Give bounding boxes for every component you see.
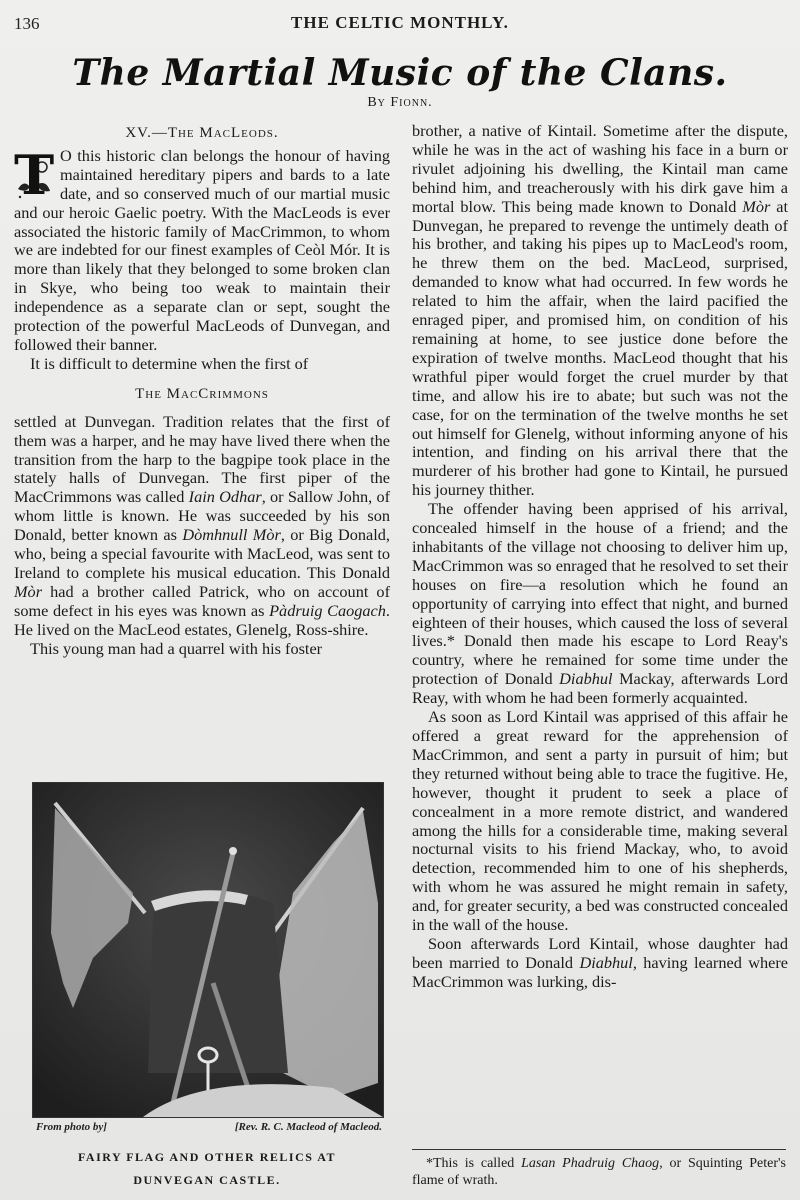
footnote-divider bbox=[412, 1149, 786, 1150]
article-title: The Martial Music of the Clans. bbox=[72, 52, 728, 94]
photo-credit-left: From photo by] bbox=[36, 1121, 107, 1133]
paragraph: Soon afterwards Lord Kintail, whose daughter had been married to Donald Diabhul, having learned where MacCrimmon was lurking, dis- bbox=[412, 933, 789, 991]
paragraph: T O this historic clan belongs the honour of having maintained hereditary pipers and bards to a late date, and so conserved much of our martial music and our heroic Gaelic poetry. With the MacLeods is ever associated the historic family of MacCrimmon, to whom we are indebted for our finest examples of Ceòl Mór. It is more than likely that they belonged to some broken clan in Skye, who being too weak to maintain their independence as a separate clan or sept, sought the protection of the powerful MacLeods of Dunvegan, and followed their banner. bbox=[14, 142, 390, 354]
paragraph: This young man had a quarrel with his foster bbox=[30, 638, 323, 658]
photo-credit-right: [Rev. R. C. Macleod of Macleod. bbox=[234, 1121, 382, 1133]
section-heading: XV.—The MacLeods. bbox=[125, 125, 279, 141]
page-number: 136 bbox=[14, 14, 40, 33]
figure-caption-line1: FAIRY FLAG AND OTHER RELICS AT bbox=[77, 1150, 337, 1164]
byline: By Fionn. bbox=[367, 95, 433, 110]
paragraph: settled at Dunvegan. Tradition relates that the first of them was a harper, and he may have lived there when the transition from the harp to the bagpipe took place in the stately halls of Dunvegan. The first piper of the MacCrimmons was called Iain Odhar, or Sallow John, of whom little is known. He was succeeded by his son Donald, better known as Dòmhnull Mòr, or Big Donald, who, being a special favourite with MacLeod, was sent to Ireland to complete his musical education. This Donald Mòr had a brother called Patrick, who on account of some defect in his eyes was known as Pàdruig Caogach. He lived on the MacLeod estates, Glenelg, Ross-shire. bbox=[14, 411, 391, 639]
relics-photo-icon bbox=[33, 783, 383, 1117]
photograph-fairy-flag bbox=[32, 782, 384, 1118]
paragraph: The offender having been apprised of his arrival, concealed himself in the house of a friend; and the inhabitants of the village not choosing to deliver him up, MacCrimmon was so enraged that he resolved to set their houses on fire—a resolution which he found an opportunity of carrying into effect that night, and burned eighteen of their houses, which caused the loss of several lives.* Donald then made his escape to Lord Reay's country, where he remained for some time under the protection of Donald Diabhul Mackay, afterwards Lord Reay, with whom he had been formerly acquainted. bbox=[412, 499, 788, 708]
paragraph: brother, a native of Kintail. Sometime after the dispute, while he was in the act of washing his face in a burn or rivulet adjoining his dwelling, the Kintail man came behind him, and treacherously with his dirk gave him a mortal blow. This being made known to Donald Mòr at Dunvegan, he prepared to revenge the untimely death of his brother, and taking his pipes up to MacLeod's room, he threw them on the bed. MacLeod, surprised, demanded to know what had occurred. In few words he related to him the affair, when the laird pacified the enraged piper, and promised him, on condition of his remaining at home, to see justice done before the expiration of twelve months. MacLeod thought that his wrathful piper would forget the cruel murder by that time, and allow his ire to abate; but such was not the case, for on the termination of the twelve months he set out himself for Glenelg, without informing anyone of his intention, and finding on his arrival there that the murderer of his brother had gone to Kintail, he pursued his journey thither. bbox=[412, 121, 788, 500]
ornamental-drop-cap: T bbox=[14, 142, 55, 207]
figure-caption-line2: DUNVEGAN CASTLE. bbox=[133, 1173, 281, 1187]
right-column bbox=[412, 122, 788, 992]
paragraph: It is difficult to determine when the first of bbox=[30, 353, 309, 373]
running-head: THE CELTIC MONTHLY. bbox=[291, 13, 509, 32]
footnote: *This is called Lasan Phadruig Chaog, or Squinting Peter's flame of wrath. bbox=[412, 1156, 786, 1188]
subheading: The MacCrimmons bbox=[135, 385, 269, 402]
left-column bbox=[14, 122, 390, 658]
paragraph: As soon as Lord Kintail was apprised of this affair he offered a great reward for the apprehension of MacCrimmon, and sent a party in pursuit of him; but they returned without being able to trace the fugitive. He, however, thought it prudent to seek a place of concealment in a more remote district, and wandered among the hills for a considerable time, making several nocturnal visits to his friend Mackay, who, to avoid detection, recommended him to one of his shepherds, with whom he was assured he might remain in safety, and, for greater security, a bed was constructed concealed in the wall of the house. bbox=[412, 707, 788, 935]
